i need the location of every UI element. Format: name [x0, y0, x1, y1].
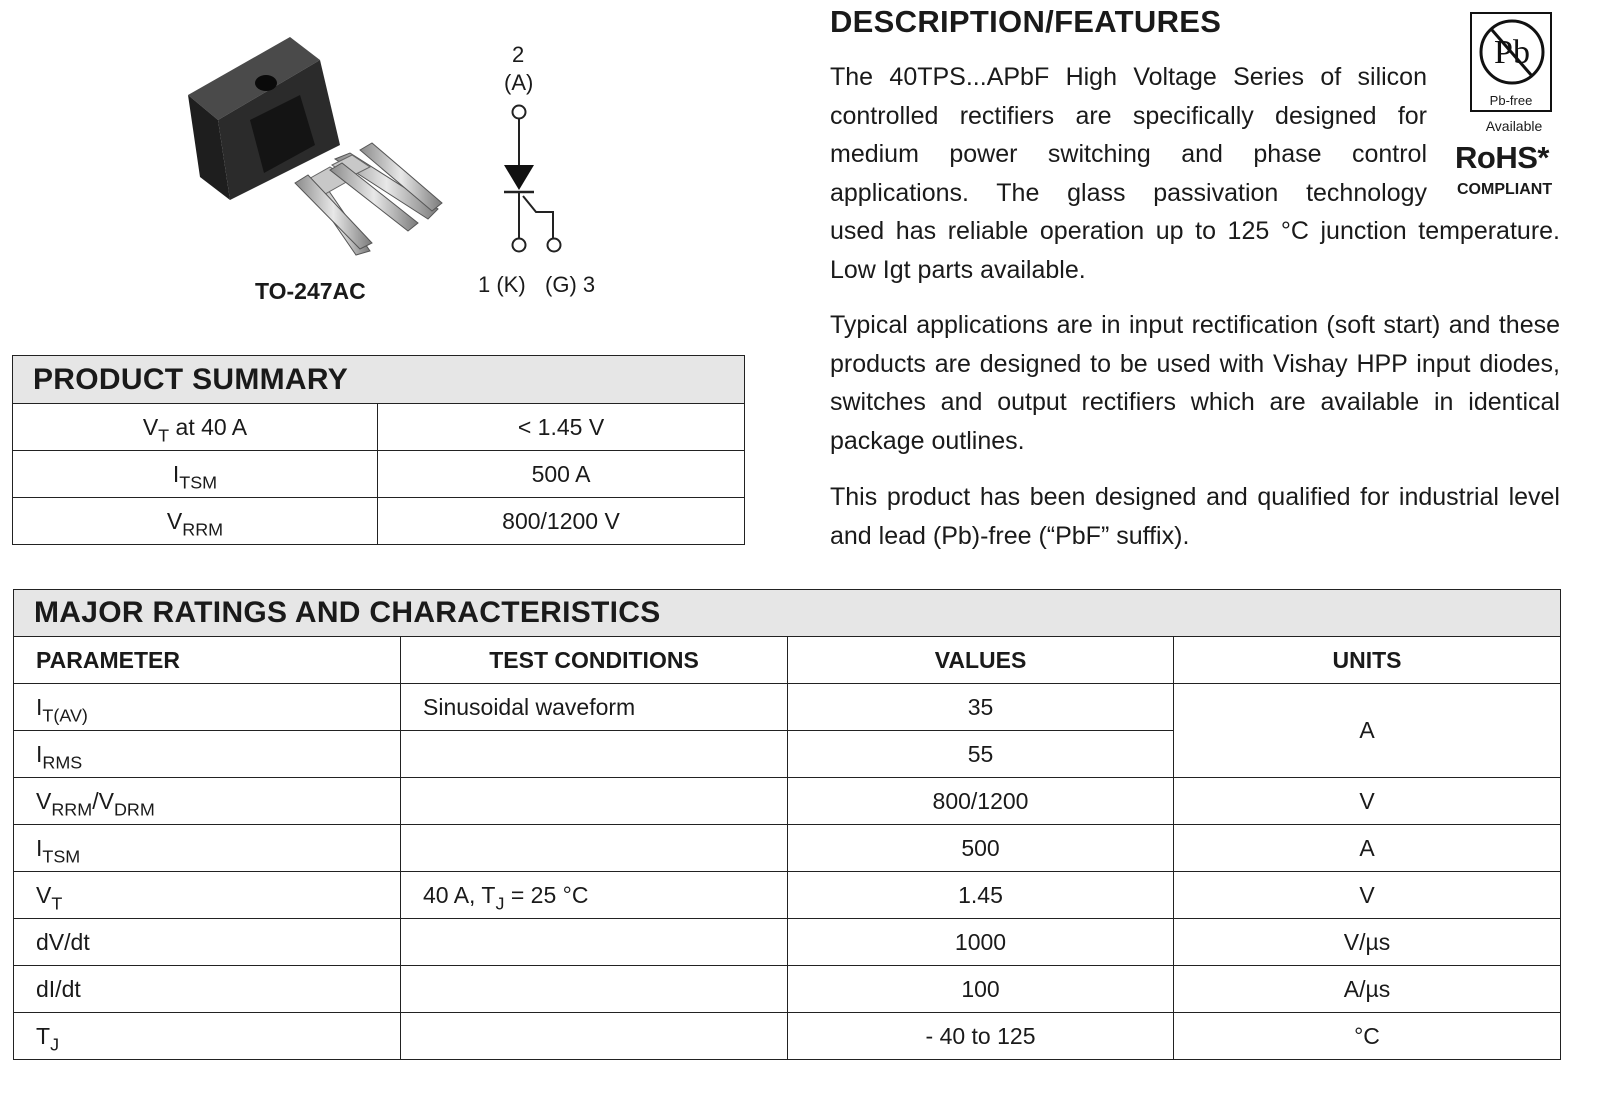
parameter-cell: dI/dt	[14, 966, 401, 1013]
unit-cell: V	[1174, 872, 1561, 919]
pb-free-text: Pb-free	[1489, 93, 1533, 108]
package-label: TO-247AC	[255, 278, 366, 304]
value-cell: - 40 to 125	[788, 1013, 1174, 1060]
rohs-compliant-text: COMPLIANT	[1457, 181, 1553, 198]
table-row	[13, 451, 745, 498]
summary-value: < 1.45 V	[378, 404, 745, 451]
pb-free-badge	[1470, 12, 1552, 112]
description-title: DESCRIPTION/FEATURES	[830, 4, 1222, 39]
major-ratings-title: MAJOR RATINGS AND CHARACTERISTICS	[14, 590, 1561, 637]
parameter-cell: $V_{RRM}/V_{DRM}$	[14, 778, 401, 825]
parameter-cell: $T_J$	[14, 1013, 401, 1060]
conditions-cell	[401, 778, 788, 825]
value-cell: 55	[788, 731, 1174, 778]
summary-param: $V_T$ at 40 A	[13, 404, 378, 451]
table-row	[13, 404, 745, 451]
value-cell: 35	[788, 684, 1174, 731]
pb-symbol: Pb	[1494, 34, 1530, 71]
value-cell: 1000	[788, 919, 1174, 966]
rohs-mark: RoHS*	[1455, 140, 1549, 175]
column-header-conditions: TEST CONDITIONS	[401, 637, 788, 684]
to-247ac-package-image	[180, 35, 450, 260]
conditions-cell	[401, 825, 788, 872]
scr-symbol-icon	[470, 38, 610, 268]
summary-param: $I_{TSM}$	[13, 451, 378, 498]
major-ratings-table	[13, 589, 1561, 1060]
scr-schematic	[470, 38, 610, 308]
parameter-cell: dV/dt	[14, 919, 401, 966]
summary-param: $V_{RRM}$	[13, 498, 378, 545]
table-row	[14, 966, 1561, 1013]
column-header-units: UNITS	[1174, 637, 1561, 684]
unit-cell: V	[1174, 778, 1561, 825]
conditions-cell: 40 A, $T_J = 25$ °C	[401, 872, 788, 919]
table-row	[14, 825, 1561, 872]
anode-pin-name: (A)	[504, 70, 534, 95]
table-row	[14, 872, 1561, 919]
pb-available-text: Available	[1485, 118, 1543, 134]
column-header-parameter: PARAMETER	[14, 637, 401, 684]
description-paragraph-2: Typical applications are in input rectification (soft start) and these products are designed to be used with Vishay HPP input diodes, switches and output rectifiers which are available in identical package outlines.	[830, 311, 1560, 455]
product-summary-table	[12, 355, 745, 545]
parameter-cell: $I_{T(AV)}$	[14, 684, 401, 731]
value-cell: 100	[788, 966, 1174, 1013]
value-cell: 1.45	[788, 872, 1174, 919]
parameter-cell: $I_{TSM}$	[14, 825, 401, 872]
value-cell: 800/1200	[788, 778, 1174, 825]
unit-cell: A	[1174, 684, 1561, 778]
unit-cell: V/µs	[1174, 919, 1561, 966]
value-cell: 500	[788, 825, 1174, 872]
cathode-pin-label: 1 (K)	[478, 272, 526, 297]
column-header-values: VALUES	[788, 637, 1174, 684]
conditions-cell	[401, 731, 788, 778]
conditions-cell	[401, 1013, 788, 1060]
description-paragraph-1b: used has reliable operation up to 125 °C junction temperature. Low Igt parts available.	[830, 217, 1560, 284]
anode-pin-number: 2	[512, 42, 525, 67]
table-row	[14, 778, 1561, 825]
gate-pin-label: (G) 3	[545, 272, 596, 297]
table-row	[14, 1013, 1561, 1060]
table-header-row	[14, 637, 1561, 684]
conditions-cell: Sinusoidal waveform	[401, 684, 788, 731]
unit-cell: A	[1174, 825, 1561, 872]
parameter-cell: $I_{RMS}$	[14, 731, 401, 778]
parameter-cell: $V_T$	[14, 872, 401, 919]
description-paragraph-1a: The 40TPS...APbF High Voltage Series of silicon controlled rectifiers are specifically designed for medium power switching and phase control applications. The glass passivation technology	[830, 63, 1427, 207]
product-summary-title: PRODUCT SUMMARY	[13, 356, 745, 404]
unit-cell: °C	[1174, 1013, 1561, 1060]
conditions-cell	[401, 919, 788, 966]
summary-value: 500 A	[378, 451, 745, 498]
conditions-cell	[401, 966, 788, 1013]
table-row	[13, 498, 745, 545]
pb-crossed-icon	[1478, 18, 1546, 86]
description-paragraph-3: This product has been designed and qualified for industrial level and lead (Pb)-free (“PbF” suffix).	[830, 483, 1560, 550]
unit-cell: A/µs	[1174, 966, 1561, 1013]
summary-value: 800/1200 V	[378, 498, 745, 545]
table-row	[14, 684, 1561, 731]
table-row	[14, 919, 1561, 966]
